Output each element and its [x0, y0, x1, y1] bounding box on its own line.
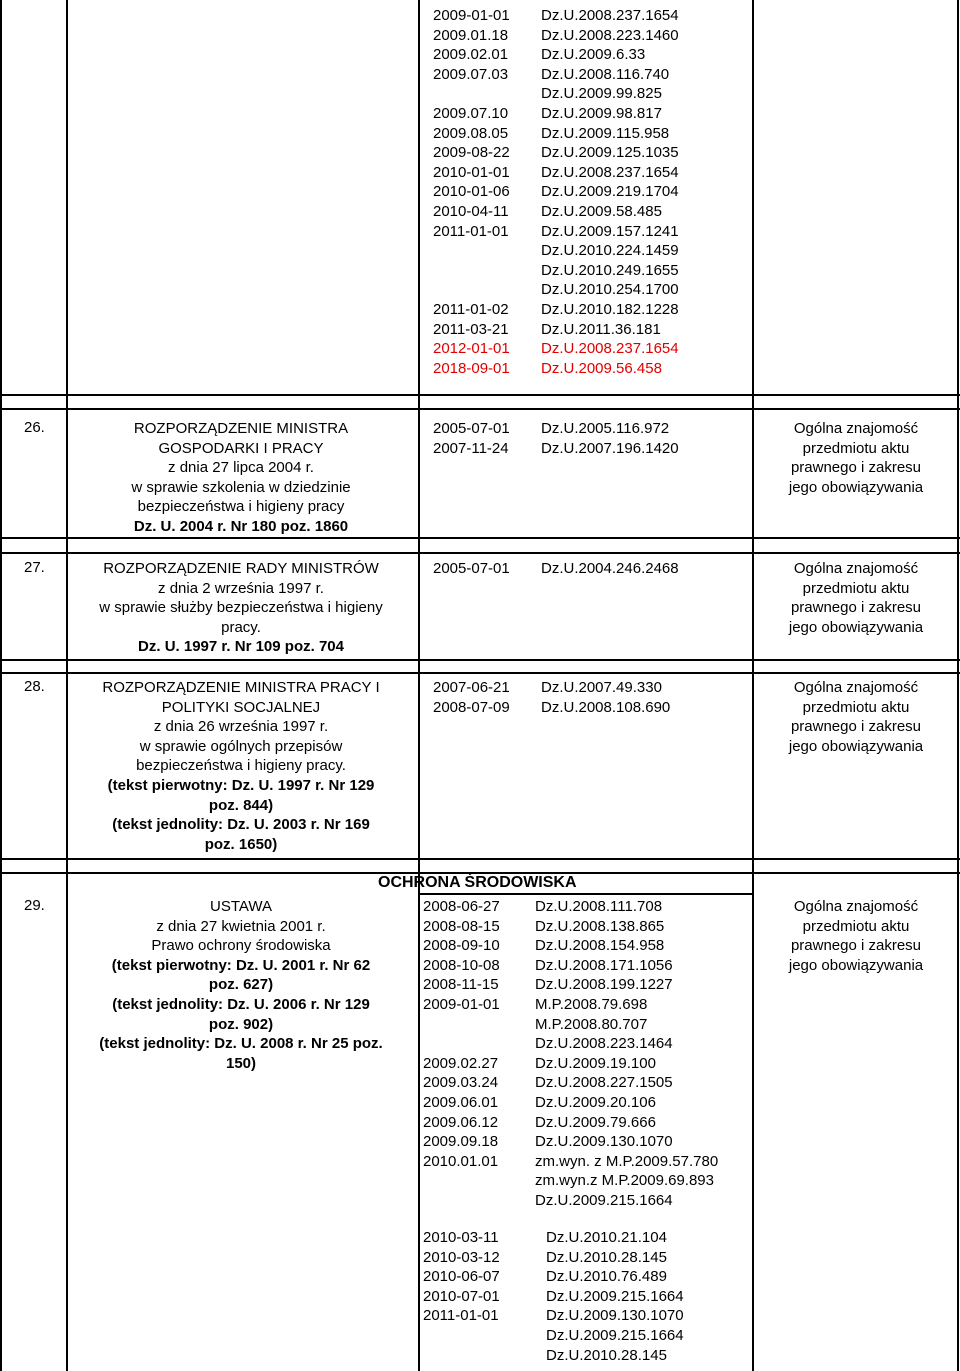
row-ref: Dz.U.2010.21.104: [546, 1229, 667, 1246]
row-ref: Dz.U.2008.237.1654: [541, 340, 679, 358]
entry-dates: [433, 419, 510, 458]
grid-hline-1: [0, 394, 960, 396]
row-date: 2011-01-01: [433, 222, 509, 240]
row-date: 2009.06.01: [423, 1093, 499, 1111]
row-date: 2009.07.10: [433, 104, 509, 122]
row-ref: Dz.U.2007.196.1420: [541, 439, 679, 457]
title-line: (tekst pierwotny: Dz. U. 1997 r. Nr 129: [107, 776, 375, 794]
title-line: (tekst jednolity: Dz. U. 2006 r. Nr 129: [112, 995, 370, 1013]
entry-title: [66, 678, 416, 854]
row-date: 2007-06-21: [433, 679, 510, 696]
row-ref: Dz.U.2008.199.1227: [535, 976, 673, 994]
entry-number: 26.: [24, 419, 45, 436]
row-date: [423, 1326, 500, 1346]
entry-status: [752, 897, 960, 975]
row-date: 2009.03.24: [423, 1074, 499, 1092]
title-line: poz. 902): [208, 1015, 274, 1033]
row-ref: Dz.U.2010.28.145: [546, 1248, 667, 1266]
grid-hline-3: [0, 537, 960, 539]
title-line: w sprawie szkolenia w dziedzinie: [131, 478, 351, 496]
title-line: w sprawie ogólnych przepisów: [139, 737, 343, 755]
row-date: 2009.09.18: [423, 1133, 499, 1151]
title-line: Prawo ochrony środowiska: [151, 937, 331, 955]
status-line: Ogólna znajomość: [793, 679, 919, 696]
row-ref: Dz.U.2009.99.825: [541, 85, 662, 103]
title-line: ROZPORZĄDZENIE RADY MINISTRÓW: [103, 560, 379, 577]
row-ref: Dz.U.2008.171.1056: [535, 956, 673, 974]
row-date: 2010-03-12: [423, 1248, 500, 1266]
status-line: przedmiotu aktu: [802, 439, 910, 457]
row-ref: Dz.U.2010.76.489: [546, 1268, 667, 1286]
row-date: [433, 84, 510, 104]
row-ref: zm.wyn. z M.P.2009.57.780: [535, 1152, 719, 1170]
row-ref: Dz.U.2009.215.1664: [546, 1287, 684, 1305]
title-line: GOSPODARKI I PRACY: [158, 439, 324, 457]
row-ref: Dz.U.2009.130.1070: [535, 1133, 673, 1151]
row-date: 2005-07-01: [433, 560, 510, 577]
row-ref: zm.wyn.z M.P.2009.69.893: [535, 1172, 714, 1190]
row-date: 2011-01-02: [433, 300, 509, 318]
row-ref: Dz.U.2009.20.106: [535, 1093, 656, 1111]
title-line: w sprawie służby bezpieczeństwa i higieny: [99, 599, 383, 617]
title-line: ROZPORZĄDZENIE MINISTRA: [133, 420, 349, 437]
status-line: przedmiotu aktu: [802, 917, 910, 935]
status-line: prawnego i zakresu: [790, 937, 922, 955]
status-line: Ogólna znajomość: [793, 420, 919, 437]
title-line: (tekst jednolity: Dz. U. 2003 r. Nr 169: [112, 816, 370, 834]
row-date: [433, 261, 510, 281]
row-ref: Dz.U.2008.237.1654: [541, 7, 679, 24]
row-date: 2009.06.12: [423, 1113, 499, 1131]
title-line: (tekst jednolity: Dz. U. 2008 r. Nr 25 poz.: [99, 1035, 383, 1053]
section-heading: OCHRONA ŚRODOWISKA: [378, 874, 577, 891]
row-ref: Dz.U.2008.138.865: [535, 917, 665, 935]
row-date: 2005-07-01: [433, 420, 510, 437]
entry-title: [66, 419, 416, 537]
title-line: Dz. U. 1997 r. Nr 109 poz. 704: [138, 638, 344, 656]
entry-refs: [541, 419, 679, 458]
row-ref: Dz.U.2008.154.958: [535, 937, 665, 955]
row-date: 2008-11-15: [423, 976, 499, 994]
entry-dates: [433, 559, 510, 579]
title-line: 150): [225, 1054, 257, 1072]
row-date: 2010-01-01: [433, 163, 510, 181]
row-date: 2011-01-01: [423, 1307, 499, 1325]
row-ref: Dz.U.2007.49.330: [541, 679, 662, 696]
title-line: z dnia 27 lipca 2004 r.: [168, 459, 314, 477]
row-ref: Dz.U.2009.79.666: [535, 1113, 656, 1131]
row-date: 2008-07-09: [433, 698, 510, 716]
entry-dates: [433, 678, 510, 717]
row-date: 2008-09-10: [423, 937, 500, 955]
row-date: 2008-08-15: [423, 917, 500, 935]
row-date: 2008-06-27: [423, 898, 500, 915]
row-ref: Dz.U.2009.125.1035: [541, 144, 679, 162]
grid-hline-6: [0, 672, 960, 674]
entry-status: [752, 419, 960, 497]
status-line: jego obowiązywania: [788, 737, 924, 755]
status-line: prawnego i zakresu: [790, 599, 922, 617]
row-date: 2009.07.03: [433, 65, 509, 83]
title-line: (tekst pierwotny: Dz. U. 2001 r. Nr 62: [111, 956, 371, 974]
row-ref: Dz.U.2009.19.100: [535, 1054, 656, 1072]
row-date: 2009.08.05: [433, 124, 509, 142]
row-date: 2008-10-08: [423, 956, 500, 974]
entry-refs: [541, 678, 670, 717]
row-ref: Dz.U.2009.215.1664: [546, 1326, 684, 1344]
row-date: 2009.01.18: [433, 26, 509, 44]
title-line: poz. 627): [208, 976, 274, 994]
grid-vline-2: [418, 0, 420, 1371]
row-ref: Dz.U.2009.115.958: [541, 124, 670, 142]
status-line: jego obowiązywania: [788, 478, 924, 496]
grid-hline-5: [0, 659, 960, 661]
row-ref: Dz.U.2009.56.458: [541, 359, 662, 377]
row-date: [423, 1015, 500, 1035]
row-ref: Dz.U.2008.116.740: [541, 65, 670, 83]
title-line: USTAWA: [210, 898, 272, 915]
status-line: jego obowiązywania: [788, 618, 924, 636]
row-date: 2011-03-21: [433, 320, 509, 338]
top-block-refs: [541, 6, 679, 378]
title-line: poz. 844): [208, 796, 274, 814]
row-date: [423, 1346, 500, 1366]
status-line: prawnego i zakresu: [790, 459, 922, 477]
row-date: [423, 1191, 500, 1211]
title-line: z dnia 2 września 1997 r.: [158, 579, 324, 597]
entry-number: 27.: [24, 559, 45, 576]
entry-refs-2: [546, 1228, 684, 1365]
title-line: bezpieczeństwa i higieny pracy: [137, 498, 345, 516]
row-date: [433, 241, 510, 261]
row-ref: Dz.U.2009.6.33: [541, 46, 646, 64]
row-date: 2010-01-06: [433, 183, 510, 201]
grid-hline-7: [0, 858, 960, 860]
row-date: [433, 280, 510, 300]
grid-hline-4: [0, 552, 960, 554]
row-ref: M.P.2008.80.707: [535, 1015, 648, 1033]
row-date: 2018-09-01: [433, 359, 510, 377]
row-ref: Dz.U.2010.249.1655: [541, 261, 679, 279]
title-line: z dnia 27 kwietnia 2001 r.: [156, 917, 326, 935]
status-line: przedmiotu aktu: [802, 579, 910, 597]
row-ref: Dz.U.2009.58.485: [541, 202, 662, 220]
row-date: 2009.02.01: [433, 46, 509, 64]
status-line: prawnego i zakresu: [790, 718, 922, 736]
grid-hline-9: [418, 893, 752, 895]
row-ref: Dz.U.2009.215.1664: [535, 1191, 673, 1209]
entry-number: 29.: [24, 897, 45, 914]
row-date: 2012-01-01: [433, 340, 510, 358]
row-date: 2009-08-22: [433, 144, 510, 162]
row-ref: Dz.U.2009.98.817: [541, 104, 662, 122]
row-date: 2010-06-07: [423, 1268, 500, 1286]
grid-hline-2: [0, 408, 960, 410]
row-date: 2010.01.01: [423, 1152, 499, 1170]
status-line: jego obowiązywania: [788, 956, 924, 974]
entry-title: [66, 897, 416, 1073]
row-date: [423, 1171, 500, 1191]
row-ref: Dz.U.2008.227.1505: [535, 1074, 673, 1092]
entry-dates-2: [423, 1228, 500, 1365]
title-line: bezpieczeństwa i higieny pracy.: [136, 757, 346, 775]
entry-title: [66, 559, 416, 657]
entry-number: 28.: [24, 678, 45, 695]
row-date: 2009.02.27: [423, 1054, 499, 1072]
entry-status: [752, 678, 960, 756]
row-ref: Dz.U.2008.237.1654: [541, 163, 679, 181]
row-date: 2010-03-11: [423, 1229, 499, 1246]
status-line: Ogólna znajomość: [793, 560, 919, 577]
title-line: poz. 1650): [204, 835, 278, 853]
row-ref: Dz.U.2009.130.1070: [546, 1307, 684, 1325]
row-ref: Dz.U.2010.224.1459: [541, 242, 679, 260]
row-ref: Dz.U.2010.28.145: [546, 1346, 667, 1364]
title-line: POLITYKI SOCJALNEJ: [161, 698, 321, 716]
row-ref: Dz.U.2009.219.1704: [541, 183, 679, 201]
row-date: [423, 1034, 500, 1054]
row-date: 2009-01-01: [433, 7, 510, 24]
row-date: 2009-01-01: [423, 995, 500, 1013]
status-line: przedmiotu aktu: [802, 698, 910, 716]
row-ref: Dz.U.2004.246.2468: [541, 560, 679, 577]
title-line: pracy.: [221, 618, 261, 636]
row-ref: M.P.2008.79.698: [535, 995, 648, 1013]
top-block-dates: [433, 6, 510, 378]
row-ref: Dz.U.2008.223.1464: [535, 1035, 673, 1053]
title-line: z dnia 26 września 1997 r.: [153, 718, 329, 736]
row-ref: Dz.U.2009.157.1241: [541, 222, 679, 240]
row-ref: Dz.U.2005.116.972: [541, 420, 670, 437]
status-line: Ogólna znajomość: [793, 898, 919, 915]
row-date: 2007-11-24: [433, 439, 509, 457]
title-line: ROZPORZĄDZENIE MINISTRA PRACY I: [102, 679, 380, 696]
title-line: Dz. U. 2004 r. Nr 180 poz. 1860: [133, 517, 349, 535]
row-ref: Dz.U.2010.254.1700: [541, 281, 679, 299]
row-ref: Dz.U.2008.111.708: [535, 898, 663, 915]
row-date: 2010-04-11: [433, 202, 509, 220]
entry-refs: [541, 559, 679, 579]
grid-vline-left: [0, 0, 2, 1371]
row-date: 2010-07-01: [423, 1287, 500, 1305]
row-ref: Dz.U.2011.36.181: [541, 320, 661, 338]
entry-status: [752, 559, 960, 637]
entry-refs: [535, 897, 718, 1211]
row-ref: Dz.U.2008.108.690: [541, 698, 671, 716]
row-ref: Dz.U.2010.182.1228: [541, 300, 679, 318]
entry-dates: [423, 897, 500, 1211]
row-ref: Dz.U.2008.223.1460: [541, 26, 679, 44]
